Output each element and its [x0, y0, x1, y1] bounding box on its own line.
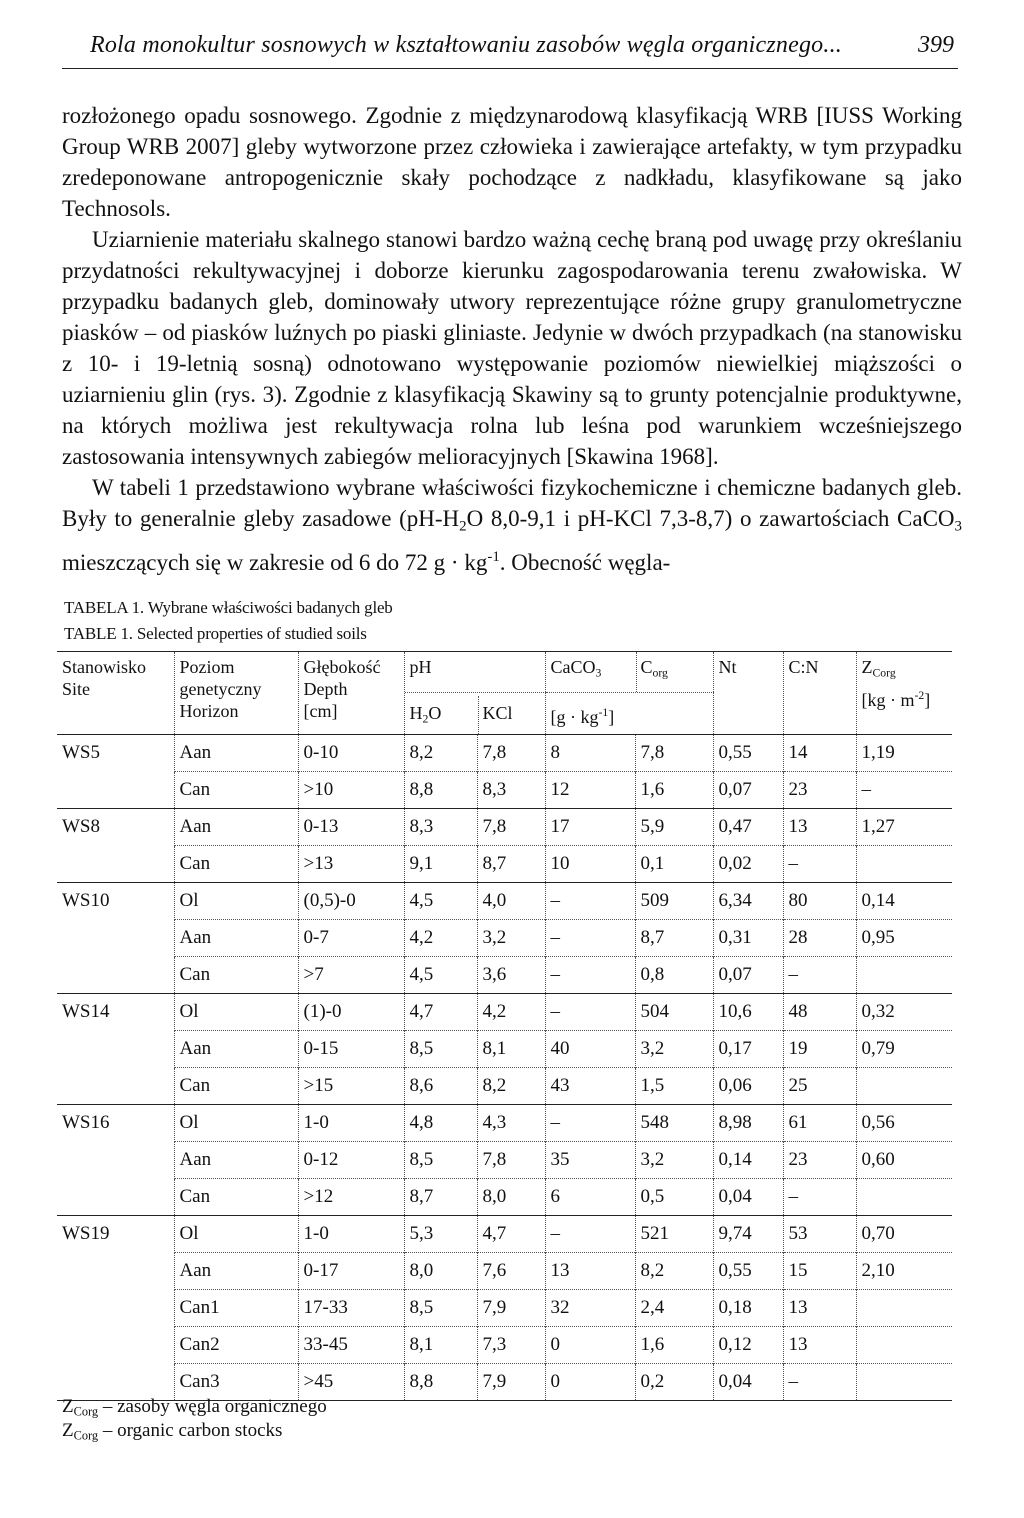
cell-corg: 0,1: [635, 846, 713, 883]
cell-corg: 509: [635, 883, 713, 920]
cell-caco3: 40: [545, 1031, 635, 1068]
footnote-en: $Z_{Corg}$ – organic carbon stocks: [62, 1420, 283, 1443]
cell-z: [856, 846, 952, 883]
cell-site: WS10: [57, 883, 174, 920]
cell-corg: 0,8: [635, 957, 713, 994]
cell-cn: 25: [783, 1068, 856, 1105]
cell-caco3: 32: [545, 1290, 635, 1327]
cell-depth: >7: [298, 957, 404, 994]
header-caco3-corg: CaCO$_3$ $C_{org}$ $[g \cdot kg^{-1}]$: [545, 652, 713, 735]
cell-depth: 1-0: [298, 1216, 404, 1253]
cell-z: 0,32: [856, 994, 952, 1031]
cell-h2o: 8,5: [404, 1142, 477, 1179]
cell-nt: 0,04: [713, 1364, 783, 1401]
cell-corg: 504: [635, 994, 713, 1031]
cell-kcl: 7,8: [477, 809, 545, 846]
cell-site: [57, 1142, 174, 1179]
table-row: [57, 1216, 952, 1253]
header-nt: Nt: [713, 652, 783, 735]
cell-horizon: Aan: [174, 1031, 298, 1068]
cell-site: WS19: [57, 1216, 174, 1253]
cell-kcl: 7,6: [477, 1253, 545, 1290]
cell-horizon: Can: [174, 772, 298, 809]
cell-nt: 0,06: [713, 1068, 783, 1105]
cell-kcl: 8,2: [477, 1068, 545, 1105]
cell-cn: 23: [783, 1142, 856, 1179]
cell-nt: 0,17: [713, 1031, 783, 1068]
table-row: [57, 1068, 952, 1105]
cell-depth: 0-15: [298, 1031, 404, 1068]
cell-h2o: 8,0: [404, 1253, 477, 1290]
cell-z: 2,10: [856, 1253, 952, 1290]
cell-horizon: Aan: [174, 809, 298, 846]
cell-caco3: –: [545, 883, 635, 920]
cell-site: WS14: [57, 994, 174, 1031]
page-number: 399: [918, 32, 954, 58]
cell-caco3: 6: [545, 1179, 635, 1216]
cell-horizon: Can: [174, 1179, 298, 1216]
cell-corg: 0,5: [635, 1179, 713, 1216]
cell-cn: 15: [783, 1253, 856, 1290]
cell-depth: >45: [298, 1364, 404, 1401]
cell-depth: >10: [298, 772, 404, 809]
cell-nt: 0,07: [713, 772, 783, 809]
cell-cn: –: [783, 1364, 856, 1401]
table-row: [57, 1290, 952, 1327]
cell-caco3: 12: [545, 772, 635, 809]
cell-z: [856, 1290, 952, 1327]
cell-site: WS8: [57, 809, 174, 846]
cell-h2o: 8,3: [404, 809, 477, 846]
cell-h2o: 8,5: [404, 1031, 477, 1068]
cell-cn: –: [783, 1179, 856, 1216]
paragraph-1: rozłożonego opadu sosnowego. Zgodnie z międzynarodową klasyfikacją WRB [IUSS Working Group WRB 2007] gleby wytworzone przez człowieka i zawierające artefakty, w tym przypadku zredeponowane antropogenicznie skały pochodzące z nadkładu, klasyfikowane są jako Technosols.: [62, 103, 962, 221]
cell-nt: 6,34: [713, 883, 783, 920]
cell-h2o: 8,7: [404, 1179, 477, 1216]
cell-h2o: 8,8: [404, 772, 477, 809]
cell-corg: 8,2: [635, 1253, 713, 1290]
cell-h2o: 8,5: [404, 1290, 477, 1327]
table-row: [57, 920, 952, 957]
cell-site: WS5: [57, 735, 174, 772]
cell-nt: 0,04: [713, 1179, 783, 1216]
table-caption-en: TABLE 1. Selected properties of studied soils: [64, 624, 367, 643]
cell-corg: 1,5: [635, 1068, 713, 1105]
cell-corg: 3,2: [635, 1031, 713, 1068]
cell-caco3: –: [545, 957, 635, 994]
cell-cn: 80: [783, 883, 856, 920]
paragraph-3: W tabeli 1 przedstawiono wybrane właściwości fizykochemiczne i chemiczne badanych gleb. Były to generalnie gleby zasadowe ($pH-H_2O$ 8,0-9,1 i pH-KCl 7,3-8,7) o zawartościach CaCO$_3$ mieszczących się w zakresie od 6 do 72 $g \cdot kg^{-1}$. Obecność węgla-: [62, 475, 962, 576]
cell-nt: 0,14: [713, 1142, 783, 1179]
table-row: [57, 883, 952, 920]
cell-horizon: Can2: [174, 1327, 298, 1364]
cell-depth: >12: [298, 1179, 404, 1216]
cell-nt: 0,31: [713, 920, 783, 957]
footnote-pl: $Z_{Corg}$ – zasoby węgla organicznego: [62, 1396, 327, 1419]
cell-horizon: Aan: [174, 920, 298, 957]
cell-nt: 0,55: [713, 1253, 783, 1290]
cell-z: 0,14: [856, 883, 952, 920]
cell-horizon: Aan: [174, 1253, 298, 1290]
cell-kcl: 4,0: [477, 883, 545, 920]
cell-site: [57, 920, 174, 957]
cell-kcl: 4,3: [477, 1105, 545, 1142]
cell-kcl: 7,3: [477, 1327, 545, 1364]
cell-depth: 0-10: [298, 735, 404, 772]
cell-corg: 1,6: [635, 772, 713, 809]
cell-z: [856, 1327, 952, 1364]
cell-depth: 0-12: [298, 1142, 404, 1179]
table-row: [57, 1179, 952, 1216]
cell-corg: 2,4: [635, 1290, 713, 1327]
cell-kcl: 8,0: [477, 1179, 545, 1216]
header-site: Stanowisko Site: [62, 657, 147, 699]
cell-corg: 8,7: [635, 920, 713, 957]
table-row: [57, 846, 952, 883]
cell-depth: 0-17: [298, 1253, 404, 1290]
soil-properties-table: [57, 651, 952, 1401]
cell-kcl: 3,2: [477, 920, 545, 957]
cell-caco3: 0: [545, 1364, 635, 1401]
cell-h2o: 8,8: [404, 1364, 477, 1401]
cell-site: [57, 1179, 174, 1216]
header-depth: Głębokość Depth [cm]: [298, 652, 404, 735]
cell-z: [856, 1179, 952, 1216]
cell-corg: 7,8: [635, 735, 713, 772]
cell-caco3: –: [545, 1105, 635, 1142]
table-row: [57, 1253, 952, 1290]
cell-depth: 0-7: [298, 920, 404, 957]
cell-kcl: 8,3: [477, 772, 545, 809]
cell-depth: (0,5)-0: [298, 883, 404, 920]
table-caption-pl: TABELA 1. Wybrane właściwości badanych gleb: [64, 598, 393, 617]
cell-z: –: [856, 772, 952, 809]
table-row: [57, 1031, 952, 1068]
cell-horizon: Aan: [174, 1142, 298, 1179]
cell-z: 0,60: [856, 1142, 952, 1179]
cell-caco3: 0: [545, 1327, 635, 1364]
cell-h2o: 4,8: [404, 1105, 477, 1142]
cell-depth: 0-13: [298, 809, 404, 846]
cell-kcl: 7,8: [477, 735, 545, 772]
cell-horizon: Ol: [174, 1105, 298, 1142]
cell-site: [57, 846, 174, 883]
cell-depth: 33-45: [298, 1327, 404, 1364]
cell-caco3: –: [545, 1216, 635, 1253]
cell-corg: 521: [635, 1216, 713, 1253]
cell-z: [856, 1068, 952, 1105]
paragraph-2: Uziarnienie materiału skalnego stanowi bardzo ważną cechę braną pod uwagę przy określaniu przydatności rekultywacyjnej i doborze kierunku zagospodarowania terenu zwałowiska. W przypadku badanych gleb, dominowały utwory reprezentujące różne grupy granulometryczne piasków – od piasków luźnych po piaski gliniaste. Jedynie w dwóch przypadkach (na stanowisku z 10- i 19-letnią sosną) odnotowano występowanie poziomów niewielkiej miąższości o uziarnieniu glin (rys. 3). Zgodnie z klasyfikacją Skawiny są to grunty potencjalnie produktywne, na których możliwa jest rekultywacja rolna lub leśna pod warunkiem wcześniejszego zastosowania intensywnych zabiegów melioracyjnych [Skawina 1968].: [62, 227, 962, 469]
table-row: [57, 1142, 952, 1179]
cell-nt: 0,18: [713, 1290, 783, 1327]
cell-caco3: –: [545, 994, 635, 1031]
table-row: [57, 994, 952, 1031]
cell-z: 0,56: [856, 1105, 952, 1142]
cell-kcl: 4,2: [477, 994, 545, 1031]
cell-horizon: Can: [174, 957, 298, 994]
cell-cn: –: [783, 846, 856, 883]
cell-cn: 28: [783, 920, 856, 957]
cell-z: [856, 1364, 952, 1401]
cell-depth: 1-0: [298, 1105, 404, 1142]
header-cn: C:N: [783, 652, 856, 735]
table-row: [57, 809, 952, 846]
cell-corg: 5,9: [635, 809, 713, 846]
table-row: [57, 1364, 952, 1401]
cell-h2o: 4,2: [404, 920, 477, 957]
cell-horizon: Can3: [174, 1364, 298, 1401]
cell-kcl: 3,6: [477, 957, 545, 994]
table-row: [57, 735, 952, 772]
cell-caco3: –: [545, 920, 635, 957]
cell-nt: 8,98: [713, 1105, 783, 1142]
header-ph: pH $H_2O$ KCl: [404, 652, 545, 735]
cell-h2o: 8,1: [404, 1327, 477, 1364]
cell-cn: 13: [783, 1327, 856, 1364]
cell-z: 0,70: [856, 1216, 952, 1253]
cell-nt: 0,02: [713, 846, 783, 883]
cell-corg: 3,2: [635, 1142, 713, 1179]
cell-site: [57, 1253, 174, 1290]
cell-nt: 9,74: [713, 1216, 783, 1253]
cell-h2o: 9,1: [404, 846, 477, 883]
cell-site: [57, 1364, 174, 1401]
cell-cn: 48: [783, 994, 856, 1031]
cell-depth: >13: [298, 846, 404, 883]
cell-site: [57, 1290, 174, 1327]
cell-cn: –: [783, 957, 856, 994]
body-text: [62, 100, 962, 578]
cell-kcl: 8,1: [477, 1031, 545, 1068]
cell-nt: 0,47: [713, 809, 783, 846]
cell-cn: 53: [783, 1216, 856, 1253]
cell-horizon: Can: [174, 1068, 298, 1105]
header-horizon: Poziom genetyczny Horizon: [174, 652, 298, 735]
cell-h2o: 8,6: [404, 1068, 477, 1105]
cell-site: [57, 1068, 174, 1105]
cell-caco3: 8: [545, 735, 635, 772]
table-header-row: [57, 652, 952, 735]
cell-nt: 0,07: [713, 957, 783, 994]
cell-h2o: 5,3: [404, 1216, 477, 1253]
cell-z: 1,19: [856, 735, 952, 772]
table-row: [57, 772, 952, 809]
running-header: [62, 28, 958, 69]
running-title: Rola monokultur sosnowych w kształtowaniu zasobów węgla organicznego...: [90, 32, 842, 58]
cell-site: WS16: [57, 1105, 174, 1142]
cell-site: [57, 772, 174, 809]
cell-caco3: 43: [545, 1068, 635, 1105]
cell-h2o: 4,7: [404, 994, 477, 1031]
cell-caco3: 10: [545, 846, 635, 883]
cell-cn: 14: [783, 735, 856, 772]
cell-kcl: 7,9: [477, 1290, 545, 1327]
cell-nt: 0,12: [713, 1327, 783, 1364]
cell-kcl: 7,9: [477, 1364, 545, 1401]
cell-kcl: 4,7: [477, 1216, 545, 1253]
cell-cn: 13: [783, 809, 856, 846]
cell-horizon: Can1: [174, 1290, 298, 1327]
cell-site: [57, 1031, 174, 1068]
cell-nt: 0,55: [713, 735, 783, 772]
cell-cn: 13: [783, 1290, 856, 1327]
table-row: [57, 957, 952, 994]
cell-site: [57, 1327, 174, 1364]
table-row: [57, 1105, 952, 1142]
cell-nt: 10,6: [713, 994, 783, 1031]
cell-caco3: 13: [545, 1253, 635, 1290]
cell-z: [856, 957, 952, 994]
cell-z: 0,95: [856, 920, 952, 957]
cell-horizon: Aan: [174, 735, 298, 772]
cell-depth: >15: [298, 1068, 404, 1105]
cell-corg: 548: [635, 1105, 713, 1142]
cell-cn: 23: [783, 772, 856, 809]
cell-site: [57, 957, 174, 994]
cell-depth: (1)-0: [298, 994, 404, 1031]
cell-cn: 61: [783, 1105, 856, 1142]
cell-caco3: 35: [545, 1142, 635, 1179]
cell-h2o: 8,2: [404, 735, 477, 772]
cell-horizon: Ol: [174, 883, 298, 920]
cell-z: 1,27: [856, 809, 952, 846]
header-zcorg: $Z_{Corg}$ $[kg \cdot m^{-2}]$: [856, 652, 952, 735]
cell-horizon: Ol: [174, 1216, 298, 1253]
cell-horizon: Ol: [174, 994, 298, 1031]
cell-kcl: 8,7: [477, 846, 545, 883]
cell-h2o: 4,5: [404, 883, 477, 920]
cell-h2o: 4,5: [404, 957, 477, 994]
table-row: [57, 1327, 952, 1364]
cell-z: 0,79: [856, 1031, 952, 1068]
cell-cn: 19: [783, 1031, 856, 1068]
cell-corg: 1,6: [635, 1327, 713, 1364]
cell-kcl: 7,8: [477, 1142, 545, 1179]
cell-horizon: Can: [174, 846, 298, 883]
cell-corg: 0,2: [635, 1364, 713, 1401]
cell-caco3: 17: [545, 809, 635, 846]
cell-depth: 17-33: [298, 1290, 404, 1327]
